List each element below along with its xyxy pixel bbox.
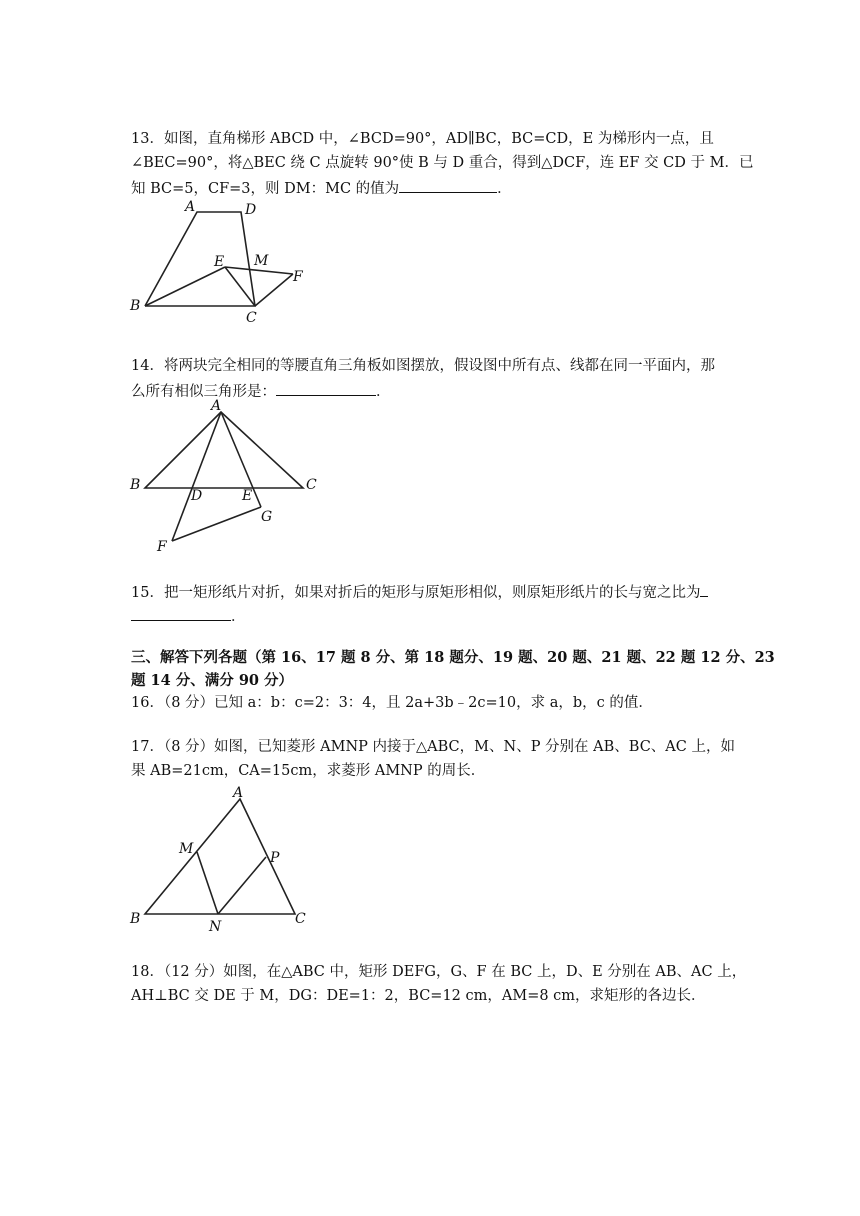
q14-label-d: D — [191, 488, 203, 504]
q14-line-1: 14．将两块完全相同的等腰直角三角板如图摆放，假设图中所有点、线都在同一平面内，那 — [131, 358, 715, 374]
q15-line-1-text: 15．把一矩形纸片对折，如果对折后的矩形与原矩形相似，则原矩形纸片的长与宽之比为 — [131, 585, 701, 601]
q17-label-b: B — [130, 911, 141, 927]
section3-heading-line-1: 三、解答下列各题（第 16、17 题 8 分、第 18 题分、19 题、20 题、21 题、22 题 12 分、23 — [131, 649, 775, 666]
q18-line-1: 18．（12 分）如图，在△ABC 中，矩形 DEFG，G、F 在 BC 上，D、E 分别在 AB、AC 上， — [131, 964, 747, 980]
q17-line-1: 17．（8 分）如图，已知菱形 AMNP 内接于△ABC，M、N、P 分别在 AB、BC、AC 上，如 — [131, 739, 735, 755]
q13-line-3-text: 知 BC=5，CF=3，则 DM：MC 的值为 — [131, 181, 400, 197]
q16-line-1: 16．（8 分）已知 a：b：c=2：3：4，且 2a+3b﹣2c=10，求 a，b，c 的值． — [131, 695, 653, 711]
q13-line-3-end: ． — [497, 181, 512, 197]
q17-segment-mn — [197, 852, 218, 914]
q17-label-c: C — [295, 911, 306, 927]
q13-line-1: 13．如图，直角梯形 ABCD 中，∠BCD=90°，AD∥BC，BC=CD，E 为梯形内一点，且 — [131, 131, 714, 147]
q17-label-a: A — [233, 785, 244, 801]
q14-line-2-end: ． — [376, 384, 391, 400]
q14-line-2-text: 么所有相似三角形是： — [131, 384, 276, 400]
q13-label-c: C — [246, 310, 257, 326]
q13-label-d: D — [245, 202, 257, 218]
q14-label-b: B — [130, 477, 141, 493]
q17-label-p: P — [270, 850, 280, 866]
q13-label-m: M — [254, 253, 269, 269]
q15-line-2-end: ． — [231, 609, 246, 625]
q14-label-g: G — [261, 509, 273, 525]
q17-segment-np — [218, 857, 266, 914]
q17-line-2: 果 AB=21cm，CA=15cm，求菱形 AMNP 的周长． — [131, 763, 486, 779]
q13-line-2: ∠BEC=90°，将△BEC 绕 C 点旋转 90°使 B 与 D 重合，得到△DCF，连 EF 交 CD 于 M．已 — [131, 155, 754, 171]
section3-heading-line-2: 题 14 分、满分 90 分） — [131, 672, 294, 689]
q18-line-2: AH⊥BC 交 DE 于 M，DG：DE=1：2，BC=12 cm，AM=8 cm，求矩形的各边长． — [131, 988, 706, 1004]
q14-label-c: C — [306, 477, 317, 493]
q14-label-e: E — [242, 488, 253, 504]
q14-label-a: A — [211, 398, 222, 414]
q14-label-f: F — [157, 539, 167, 555]
q17-label-m: M — [179, 841, 194, 857]
q13-label-a: A — [185, 199, 196, 215]
q17-label-n: N — [209, 919, 222, 935]
q13-label-f: F — [293, 269, 303, 285]
q13-label-e: E — [214, 254, 225, 270]
q13-label-b: B — [130, 298, 141, 314]
